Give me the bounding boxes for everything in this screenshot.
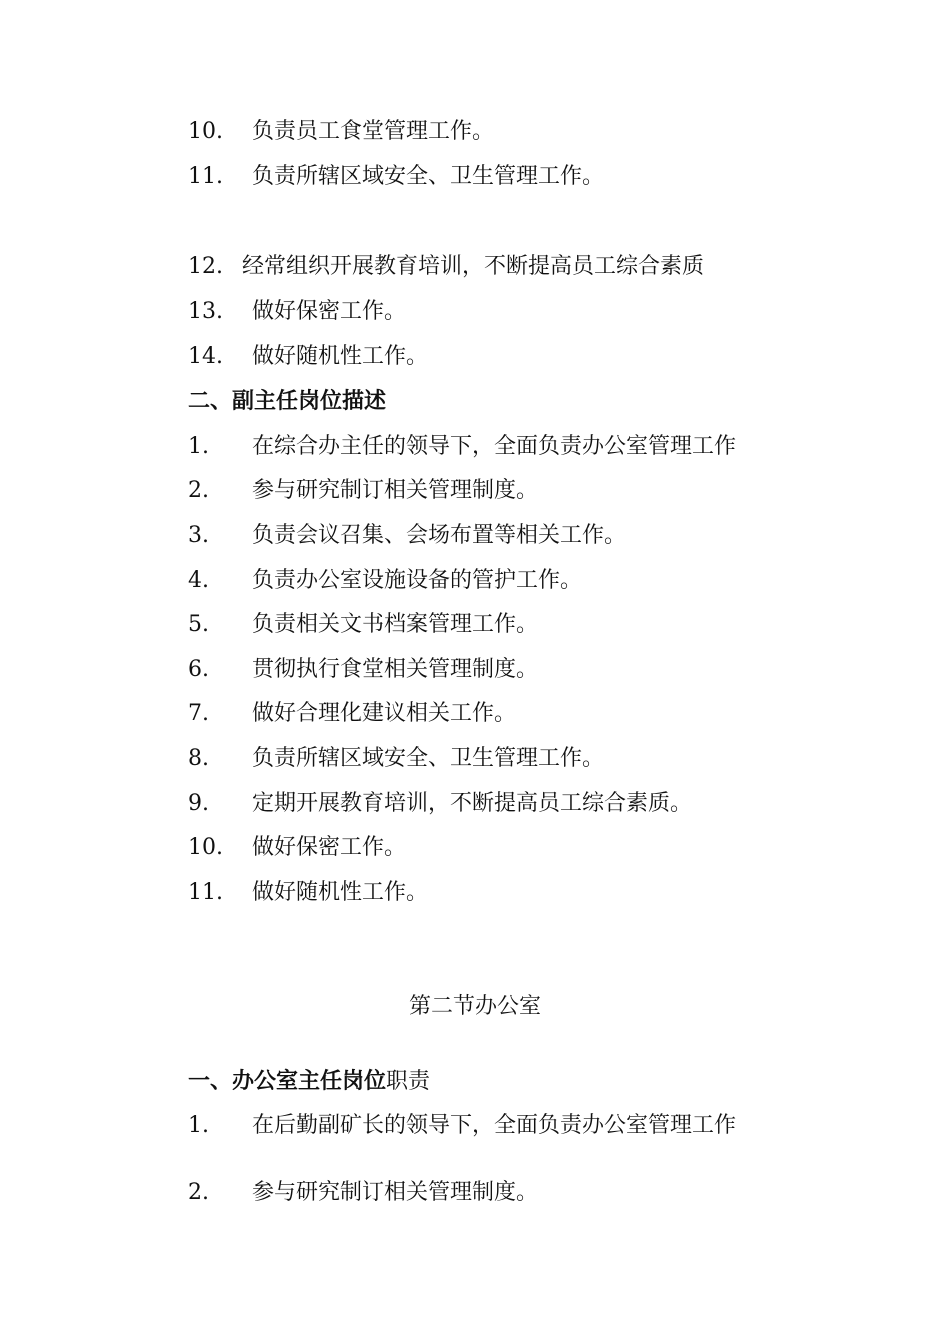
item-text: 负责相关文书档案管理工作。: [252, 612, 539, 637]
item-number: 2.: [188, 478, 209, 503]
item-number: 7.: [188, 701, 209, 726]
list-item: [188, 564, 582, 598]
item-text: 做好随机性工作。: [252, 880, 429, 905]
list-item: [188, 295, 406, 329]
list-item: [188, 787, 692, 821]
item-text: 做好保密工作。: [252, 299, 407, 324]
item-text: 做好保密工作。: [252, 835, 407, 860]
item-number: 6.: [188, 657, 209, 682]
item-text: 参与研究制订相关管理制度。: [252, 1180, 539, 1205]
item-text: 经常组织开展教育培训，不断提高员工综合素质: [242, 254, 705, 279]
heading-bold-part: 一、办公室主任岗位: [188, 1069, 387, 1094]
list-item: [188, 653, 538, 687]
item-text: 负责所辖区域安全、卫生管理工作。: [252, 746, 605, 771]
item-text: 参与研究制订相关管理制度。: [252, 478, 539, 503]
item-number: 5.: [188, 612, 209, 637]
list-item: [188, 742, 604, 776]
list-item: [188, 608, 538, 642]
item-number: 2.: [188, 1180, 209, 1205]
item-text: 负责会议召集、会场布置等相关工作。: [252, 523, 627, 548]
section-heading-office: [188, 1064, 430, 1100]
section-heading-deputy: 二、副主任岗位描述: [188, 389, 387, 414]
heading-plain-part: 职责: [386, 1069, 431, 1094]
item-number: 3.: [188, 523, 209, 548]
item-text: 定期开展教育培训，不断提高员工综合素质。: [252, 791, 693, 816]
item-number: 12.: [188, 254, 223, 279]
list-item: [188, 340, 428, 374]
list-item: [188, 430, 736, 464]
item-text: 做好合理化建议相关工作。: [252, 701, 517, 726]
section-title: 第二节办公室: [408, 994, 541, 1019]
item-text: 在综合办主任的领导下，全面负责办公室管理工作: [252, 434, 737, 459]
item-number: 14.: [188, 344, 223, 369]
list-item: [188, 250, 704, 284]
list-item: [188, 831, 406, 865]
list-item: [188, 1109, 736, 1143]
item-text: 负责所辖区域安全、卫生管理工作。: [252, 164, 605, 189]
item-number: 10.: [188, 119, 223, 144]
list-item: [188, 115, 494, 149]
item-text: 贯彻执行食堂相关管理制度。: [252, 657, 539, 682]
item-number: 11.: [188, 164, 223, 189]
item-number: 8.: [188, 746, 209, 771]
item-number: 13.: [188, 299, 223, 324]
item-number: 1.: [188, 1113, 209, 1138]
item-number: 10.: [188, 835, 223, 860]
item-number: 9.: [188, 791, 209, 816]
item-text: 负责办公室设施设备的管护工作。: [252, 568, 583, 593]
list-item: [188, 160, 604, 194]
item-text: 做好随机性工作。: [252, 344, 429, 369]
list-item: [188, 697, 516, 731]
list-item: [188, 876, 428, 910]
list-item: [188, 519, 626, 553]
list-item: [188, 1176, 538, 1210]
item-number: 4.: [188, 568, 209, 593]
item-text: 在后勤副矿长的领导下，全面负责办公室管理工作: [252, 1113, 737, 1138]
item-number: 1.: [188, 434, 209, 459]
item-text: 负责员工食堂管理工作。: [252, 119, 495, 144]
list-item: [188, 474, 538, 508]
item-number: 11.: [188, 880, 223, 905]
